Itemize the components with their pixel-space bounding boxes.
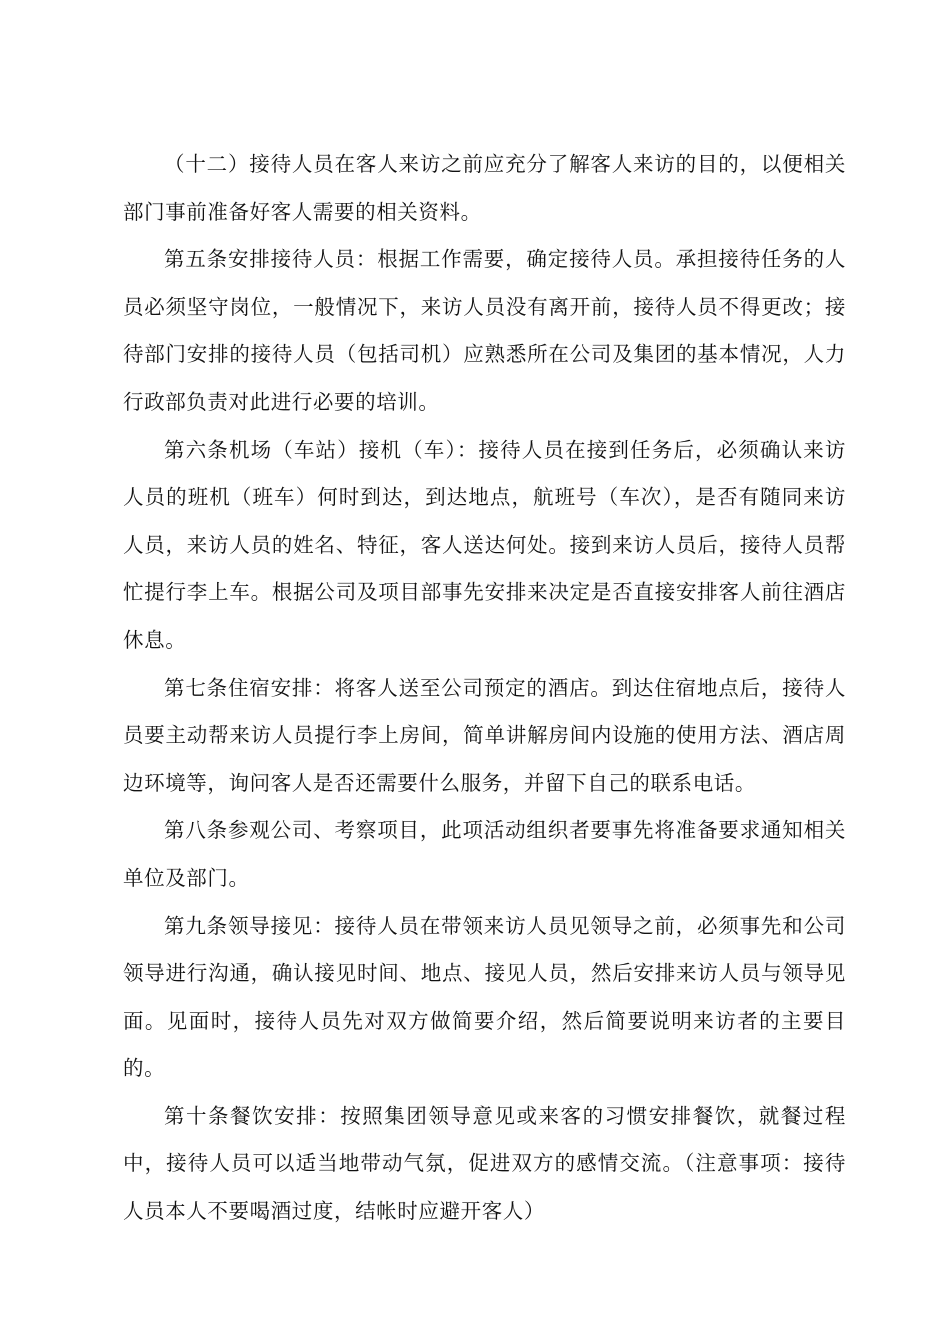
paragraph-article-8: 第八条参观公司、考察项目，此项活动组织者要事先将准备要求通知相关单位及部门。 <box>123 818 846 890</box>
paragraph-article-5: 第五条安排接待人员：根据工作需要，确定接待人员。承担接待任务的人员必须坚守岗位，一般情况下，来访人员没有离开前，接待人员不得更改；接待部门安排的接待人员（包括司机）应熟悉所在公司及集团的基本情况，人力行政部负责对此进行必要的培训。 <box>123 247 846 414</box>
paragraph-article-7: 第七条住宿安排：将客人送至公司预定的酒店。到达住宿地点后，接待人员要主动帮来访人员提行李上房间，简单讲解房间内设施的使用方法、酒店周边环境等，询问客人是否还需要什么服务，并留下自己的联系电话。 <box>123 675 846 795</box>
paragraph-article-10: 第十条餐饮安排：按照集团领导意见或来客的习惯安排餐饮，就餐过程中，接待人员可以适当地带动气氛，促进双方的感情交流。（注意事项：接待人员本人不要喝酒过度，结帐时应避开客人） <box>123 1103 846 1224</box>
paragraph-item-12: （十二）接待人员在客人来访之前应充分了解客人来访的目的，以便相关部门事前准备好客人需要的相关资料。 <box>123 152 846 224</box>
paragraph-article-6: 第六条机场（车站）接机（车）：接待人员在接到任务后，必须确认来访人员的班机（班车）何时到达，到达地点，航班号（车次），是否有随同来访人员，来访人员的姓名、特征，客人送达何处。接到来访人员后，接待人员帮忙提行李上车。根据公司及项目部事先安排来决定是否直接安排客人前往酒店休息。 <box>123 437 846 652</box>
document-body <box>123 141 846 1236</box>
paragraph-article-9: 第九条领导接见：接待人员在带领来访人员见领导之前，必须事先和公司领导进行沟通，确认接见时间、地点、接见人员，然后安排来访人员与领导见面。见面时，接待人员先对双方做简要介绍，然后简要说明来访者的主要目的。 <box>123 913 846 1081</box>
